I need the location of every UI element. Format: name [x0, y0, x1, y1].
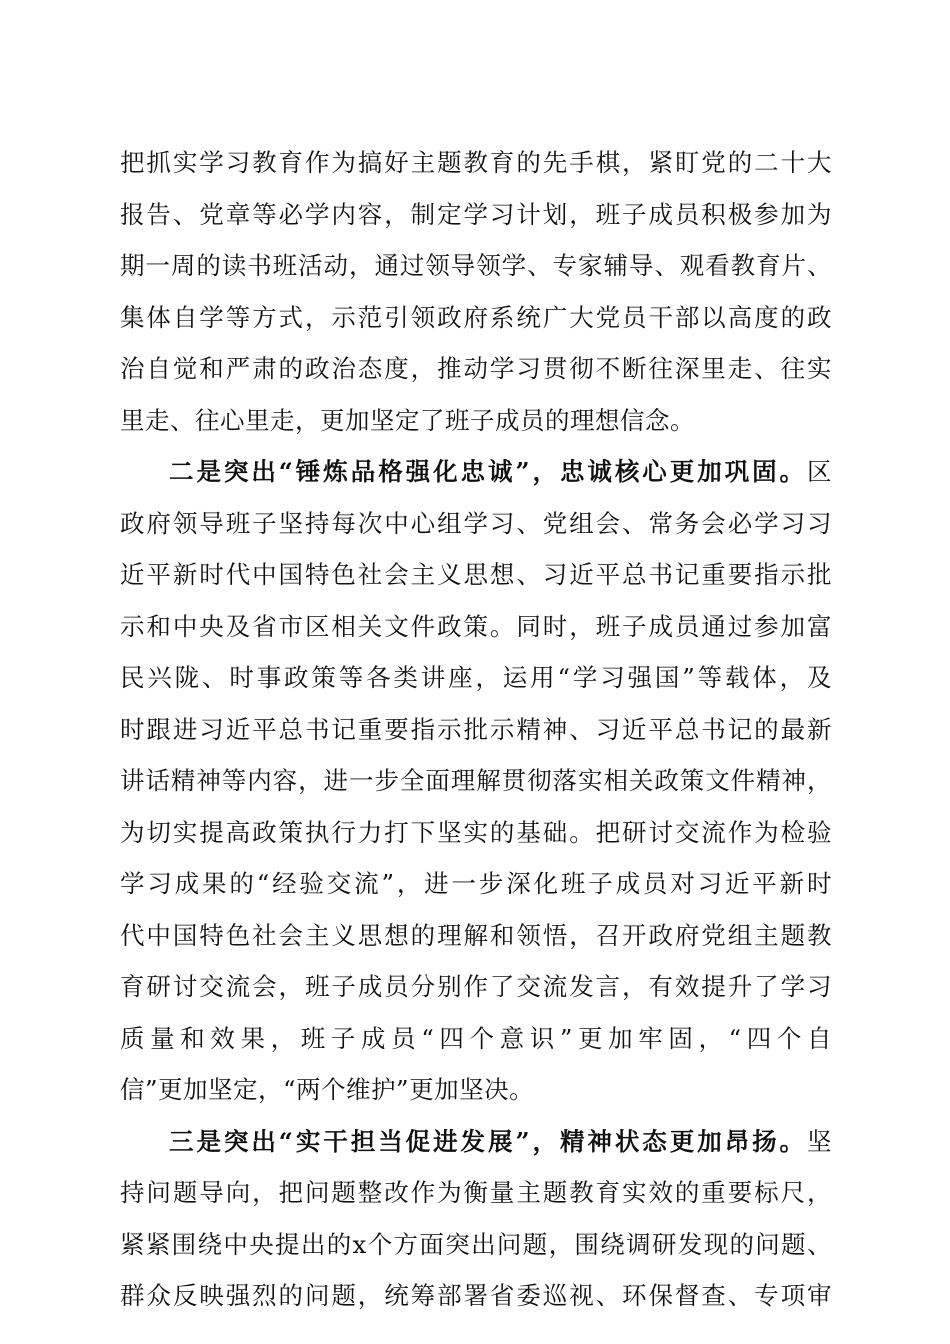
text-line: 质量和效果，班子成员“四个意识”更加牢固，“四个自 [120, 1023, 832, 1053]
text-line: 时跟进习近平总书记重要指示批示精神、习近平总书记的最新 [120, 714, 832, 744]
paragraph-development [120, 1116, 832, 1322]
text-line: 政府领导班子坚持每次中心组学习、党组会、常务会必学习习 [120, 508, 832, 538]
paragraph-loyalty [120, 446, 832, 1116]
text-line: 治自觉和严肃的政治态度，推动学习贯彻不断往深里走、往实 [120, 354, 832, 383]
text-line: 讲话精神等内容，进一步全面理解贯彻落实相关政策文件精神， [120, 766, 832, 795]
text-line: 期一周的读书班活动，通过领导领学、专家辅导、观看教育片、 [120, 251, 832, 280]
text-line-first [120, 446, 832, 498]
text-line: 里走、往心里走，更加坚定了班子成员的理想信念。 [120, 405, 695, 435]
text-line: 为切实提高政策执行力打下坚实的基础。把研讨交流作为检验 [120, 817, 832, 847]
text-line-first [120, 1116, 832, 1168]
text-line: 代中国特色社会主义思想的理解和领悟，召开政府党组主题教 [120, 920, 832, 950]
text-line: 集体自学等方式，示范引领政府系统广大党员干部以高度的政 [120, 302, 832, 332]
text-line: 持问题导向，把问题整改作为衡量主题教育实效的重要标尺， [120, 1178, 832, 1207]
text-line: 报告、党章等必学内容，制定学习计划，班子成员积极参加为 [120, 199, 832, 229]
paragraph-lead-heading: 三是突出“实干担当促进发展”，精神状态更加昂扬。 [169, 1126, 807, 1156]
paragraph-lead-heading: 二是突出“锤炼品格强化忠诚”，忠诚核心更加巩固。 [169, 457, 807, 486]
paragraph-study-education [120, 137, 832, 446]
text-run: 坚 [807, 1126, 832, 1156]
text-line: 学习成果的“经验交流”，进一步深化班子成员对习近平新时 [120, 869, 832, 898]
text-line: 示和中央及省市区相关文件政策。同时，班子成员通过参加富 [120, 611, 832, 641]
text-line: 民兴陇、时事政策等各类讲座，运用“学习强国”等载体，及 [120, 663, 832, 692]
text-line: 信”更加坚定，“两个维护”更加坚决。 [120, 1075, 535, 1104]
text-line: 把抓实学习教育作为搞好主题教育的先手棋，紧盯党的二十大 [120, 148, 832, 177]
text-run: 区 [807, 457, 832, 486]
text-line: 群众反映强烈的问题，统筹部署省委巡视、环保督查、专项审 [120, 1281, 832, 1310]
text-line: 紧紧围绕中央提出的x个方面突出问题，围绕调研发现的问题、 [120, 1229, 832, 1259]
text-line: 近平新时代中国特色社会主义思想、习近平总书记重要指示批 [120, 560, 832, 589]
document-page [120, 137, 832, 1322]
text-line: 育研讨交流会，班子成员分别作了交流发言，有效提升了学习 [120, 972, 832, 1001]
